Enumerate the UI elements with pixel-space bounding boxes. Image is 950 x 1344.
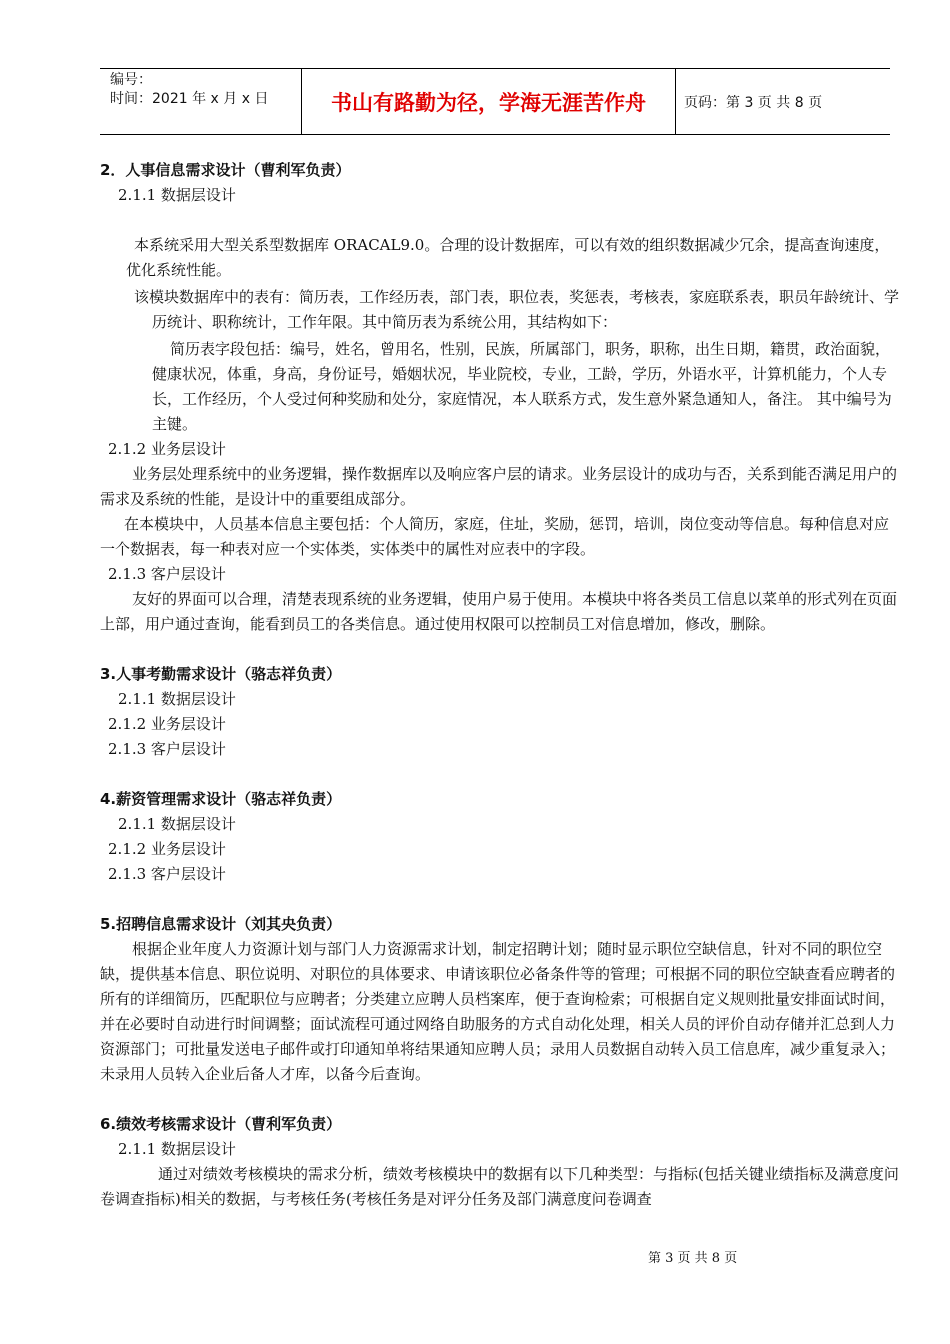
section-2-sub1: 2.1.1 数据层设计 (118, 186, 236, 204)
section-5-title: 5.招聘信息需求设计（刘其央负责） (100, 915, 342, 933)
section-3-sub1: 2.1.1 数据层设计 (118, 690, 236, 708)
section-6-title: 6.绩效考核需求设计（曹利军负责） (100, 1115, 342, 1133)
section-2-sub3: 2.1.3 客户层设计 (108, 565, 226, 583)
section-6-sub1: 2.1.1 数据层设计 (118, 1140, 236, 1158)
section-4-sub2: 2.1.2 业务层设计 (108, 840, 226, 858)
number-label: 编号： (110, 72, 152, 88)
section-2-para6: 友好的界面可以合理，清楚表现系统的业务逻辑，使用户易于使用。本模块中将各类员工信息以菜单的形式列在页面上部，用户通过查询，能看到员工的各类信息。通过使用权限可以控制员工对信息增加，修改，删除。 (100, 590, 898, 633)
time-label: 时间：2021 年 x 月 x 日 (110, 91, 269, 107)
section-4-sub1: 2.1.1 数据层设计 (118, 815, 236, 833)
section-6-para1: 通过对绩效考核模块的需求分析，绩效考核模块中的数据有以下几种类型：与指标(包括关键业绩指标及满意度问卷调查指标)相关的数据，与考核任务(考核任务是对评分任务及部门满意度问卷调查 (100, 1165, 899, 1208)
header-meta (100, 69, 302, 134)
section-4-sub3: 2.1.3 客户层设计 (108, 865, 226, 883)
page-footer: 第 3 页 共 8 页 (648, 1251, 738, 1266)
section-2-para3: 简历表字段包括：编号，姓名，曾用名，性别，民族，所属部门，职务，职称，出生日期，籍贯，政治面貌，健康状况，体重，身高，身份证号，婚姻状况，毕业院校，专业，工龄，学历，外语水平，计算机能力，个人专长，工作经历，个人受过何种奖励和处分，家庭情况，本人联系方式，发生意外紧急通知人，备注。 其中编号为主键。 (152, 340, 892, 433)
page-header (100, 68, 890, 135)
header-page-info: 页码：第 3 页 共 8 页 (684, 94, 823, 111)
section-3-title: 3.人事考勤需求设计（骆志祥负责） (100, 665, 342, 683)
section-2-para1: 本系统采用大型关系型数据库 ORACAL9.0。合理的设计数据库，可以有效的组织数据减少冗余，提高查询速度，优化系统性能。 (126, 236, 890, 279)
section-2-para5: 在本模块中，人员基本信息主要包括：个人简历，家庭，住址，奖励，惩罚，培训，岗位变动等信息。每种信息对应一个数据表，每一种表对应一个实体类，实体类中的属性对应表中的字段。 (100, 515, 890, 558)
section-3-sub2: 2.1.2 业务层设计 (108, 715, 226, 733)
section-3-sub3: 2.1.3 客户层设计 (108, 740, 226, 758)
section-2-title: 2．人事信息需求设计（曹利军负责） (100, 161, 351, 179)
section-2-para2: 该模块数据库中的表有：简历表，工作经历表，部门表，职位表，奖惩表，考核表，家庭联系表，职员年龄统计、学历统计、职称统计，工作年限。其中简历表为系统公用，其结构如下： (134, 288, 900, 331)
section-5-para1: 根据企业年度人力资源计划与部门人力资源需求计划，制定招聘计划；随时显示职位空缺信息，针对不同的职位空缺，提供基本信息、职位说明、对职位的具体要求、申请该职位必备条件等的管理；可根据不同的职位空缺查看应聘者的所有的详细简历，匹配职位与应聘者；分类建立应聘人员档案库，便于查询检索；可根据自定义规则批量安排面试时间，并在必要时自动进行时间调整；面试流程可通过网络自助服务的方式自动化处理，相关人员的评价自动存储并汇总到人力资源部门；可批量发送电子邮件或打印通知单将结果通知应聘人员；录用人员数据自动转入员工信息库，减少重复录入；未录用人员转入企业后备人才库，以备今后查询。 (100, 940, 896, 1083)
document-body (100, 158, 900, 1212)
section-2-sub2: 2.1.2 业务层设计 (108, 440, 226, 458)
section-4-title: 4.薪资管理需求设计（骆志祥负责） (100, 790, 342, 808)
header-motto: 书山有路勤为径，学海无涯苦作舟 (302, 69, 676, 134)
section-2-para4: 业务层处理系统中的业务逻辑，操作数据库以及响应客户层的请求。业务层设计的成功与否，关系到能否满足用户的需求及系统的性能，是设计中的重要组成部分。 (100, 465, 898, 508)
